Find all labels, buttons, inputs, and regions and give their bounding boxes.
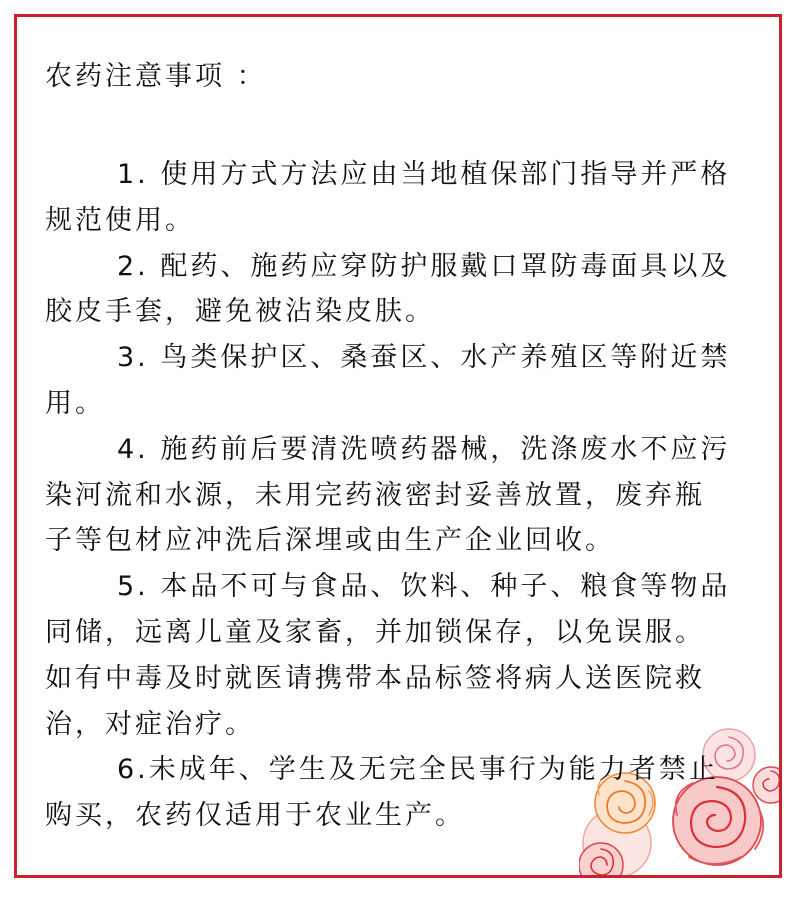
item-1-line-2: 规范使用。: [45, 204, 195, 236]
title-gap: [45, 98, 755, 152]
item-6-line-2: 购买，农药仅适用于农业生产。: [45, 800, 465, 832]
item-5-line-1: 5. 本品不可与食品、饮料、种子、粮食等物品: [117, 571, 731, 603]
title: 农药注意事项 ：: [45, 61, 267, 92]
item-4-line-2: 染河流和水源，未用完药液密封妥善放置，废弃瓶: [45, 479, 705, 511]
item-3-line-2: 用。: [45, 387, 105, 419]
item-1-line-1: 1. 使用方式方法应由当地植保部门指导并严格: [117, 159, 731, 190]
item-4-line-3: 子等包材应冲洗后深埋或由生产企业回收。: [45, 525, 615, 557]
item-6-line-1: 6.未成年、学生及无完全民事行为能力者禁止: [117, 754, 719, 786]
item-3-line-1: 3. 鸟类保护区、桑蚕区、水产养殖区等附近禁: [117, 342, 731, 374]
notice-text: [45, 56, 755, 839]
item-4-line-1: 4. 施药前后要清洗喷药器械，洗涤废水不应污: [117, 433, 731, 465]
item-5-line-4: 治，对症治疗。: [45, 708, 255, 740]
item-5-line-2: 同储，远离儿童及家畜，并加锁保存，以免误服。: [45, 616, 705, 648]
item-5-line-3: 如有中毒及时就医请携带本品标签将病人送医院救: [45, 662, 705, 694]
item-2-line-2: 胶皮手套，避免被沾染皮肤。: [45, 296, 435, 328]
item-2-line-1: 2. 配药、施药应穿防护服戴口罩防毒面具以及: [117, 250, 731, 282]
